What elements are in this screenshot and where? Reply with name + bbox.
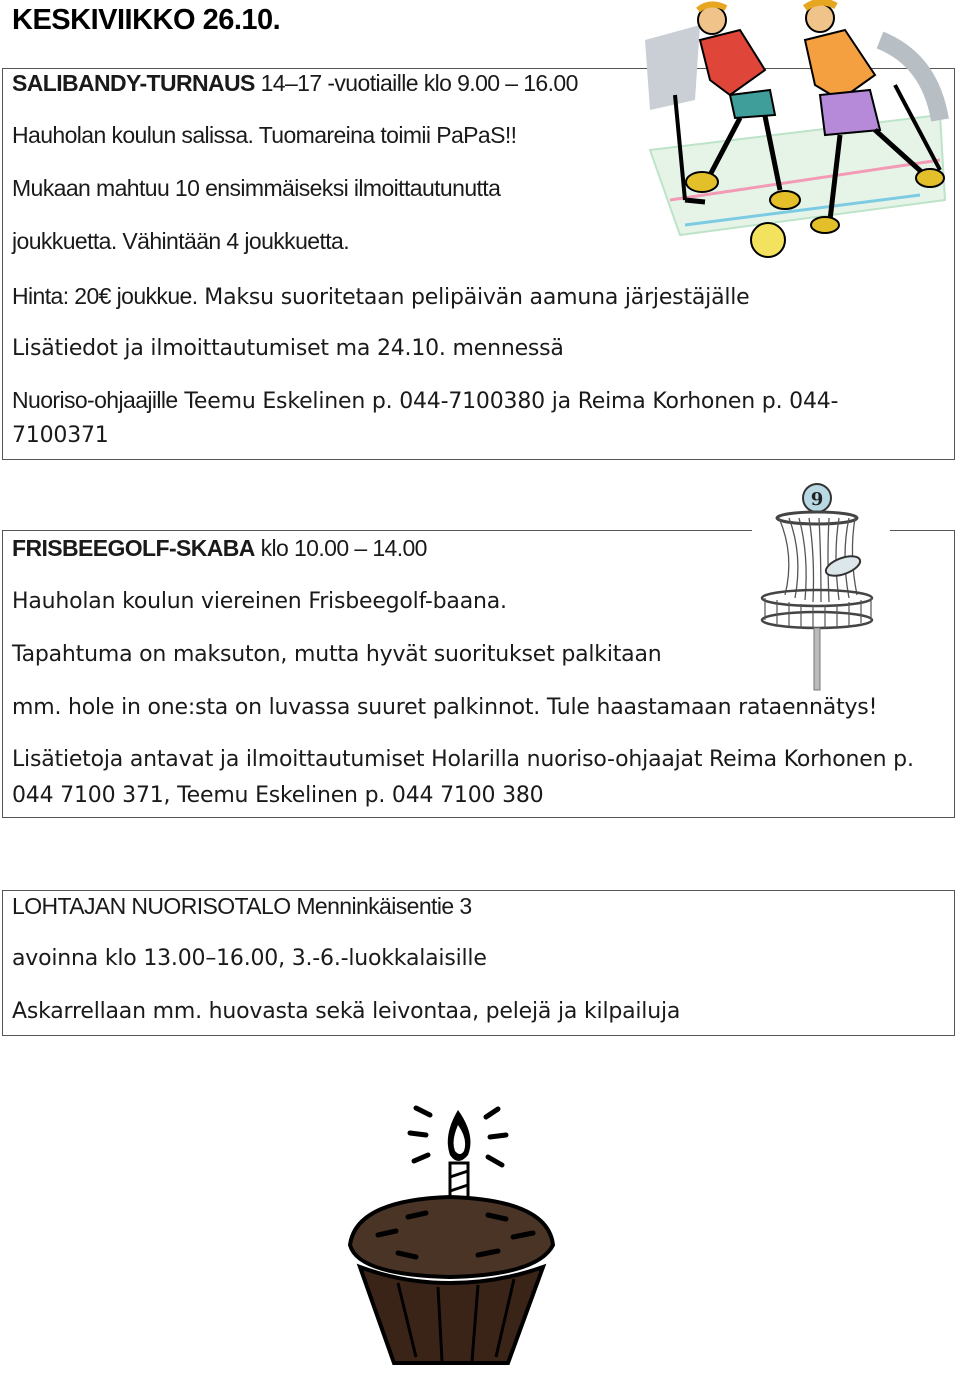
nuorisotalo-activities: Askarrellaan mm. huovasta sekä leivontaa, pelejä ja kilpailuja	[12, 999, 681, 1024]
salibandy-price-amount: Hinta: 20€ joukkue.	[12, 283, 198, 309]
nuorisotalo-hours: avoinna klo 13.00–16.00, 3.-6.-luokkalaisille	[12, 946, 487, 971]
disc-golf-basket-icon	[755, 480, 885, 695]
frisbee-contacts: Lisätietoja antavat ja ilmoittautumiset Holarilla nuoriso-ohjaajat Reima Korhonen p. 044 7100 371, Teemu Eskelinen p. 044 7100 380	[12, 747, 914, 808]
salibandy-heading	[12, 70, 578, 97]
salibandy-time: 14–17 -vuotiaille klo 9.00 – 16.00	[254, 70, 578, 96]
salibandy-title: SALIBANDY-TURNAUS	[12, 70, 255, 96]
frisbee-heading	[12, 535, 427, 562]
salibandy-capacity: Mukaan mahtuu 10 ensimmäiseksi ilmoittautunutta	[12, 175, 501, 201]
page-title: KESKIVIIKKO 26.10.	[12, 4, 281, 36]
basket-number: 9	[810, 489, 824, 510]
birthday-cupcake-icon	[338, 1105, 563, 1370]
nuorisotalo-title: LOHTAJAN NUORISOTALO	[12, 893, 291, 919]
frisbee-prizes: mm. hole in one:sta on luvassa suuret palkinnot. Tule haastamaan rataennätys!	[12, 695, 878, 720]
frisbee-free-entry: Tapahtuma on maksuton, mutta hyvät suoritukset palkitaan	[12, 642, 662, 667]
salibandy-price	[12, 283, 750, 310]
salibandy-payment: Maksu suoritetaan pelipäivän aamuna järjestäjälle	[197, 285, 750, 310]
frisbee-time: klo 10.00 – 14.00	[254, 535, 427, 561]
frisbee-location: Hauholan koulun viereinen Frisbeegolf-baana.	[12, 589, 507, 614]
floorball-players-icon	[640, 0, 955, 265]
salibandy-contacts-lead: Nuoriso-ohjaajille	[12, 387, 178, 413]
salibandy-registration: Lisätiedot ja ilmoittautumiset ma 24.10. mennessä	[12, 336, 564, 361]
salibandy-contacts	[12, 383, 932, 453]
salibandy-location: Hauholan koulun salissa. Tuomareina toimii PaPaS!!	[12, 122, 517, 148]
salibandy-min-teams: joukkuetta. Vähintään 4 joukkuetta.	[12, 228, 350, 254]
salibandy-contacts-names: Teemu Eskelinen p. 044-7100380 ja Reima Korhonen p. 044-7100371	[12, 389, 839, 448]
nuorisotalo-address: Menninkäisentie 3	[290, 893, 472, 919]
frisbee-title: FRISBEEGOLF-SKABA	[12, 535, 255, 561]
nuorisotalo-heading	[12, 893, 472, 920]
